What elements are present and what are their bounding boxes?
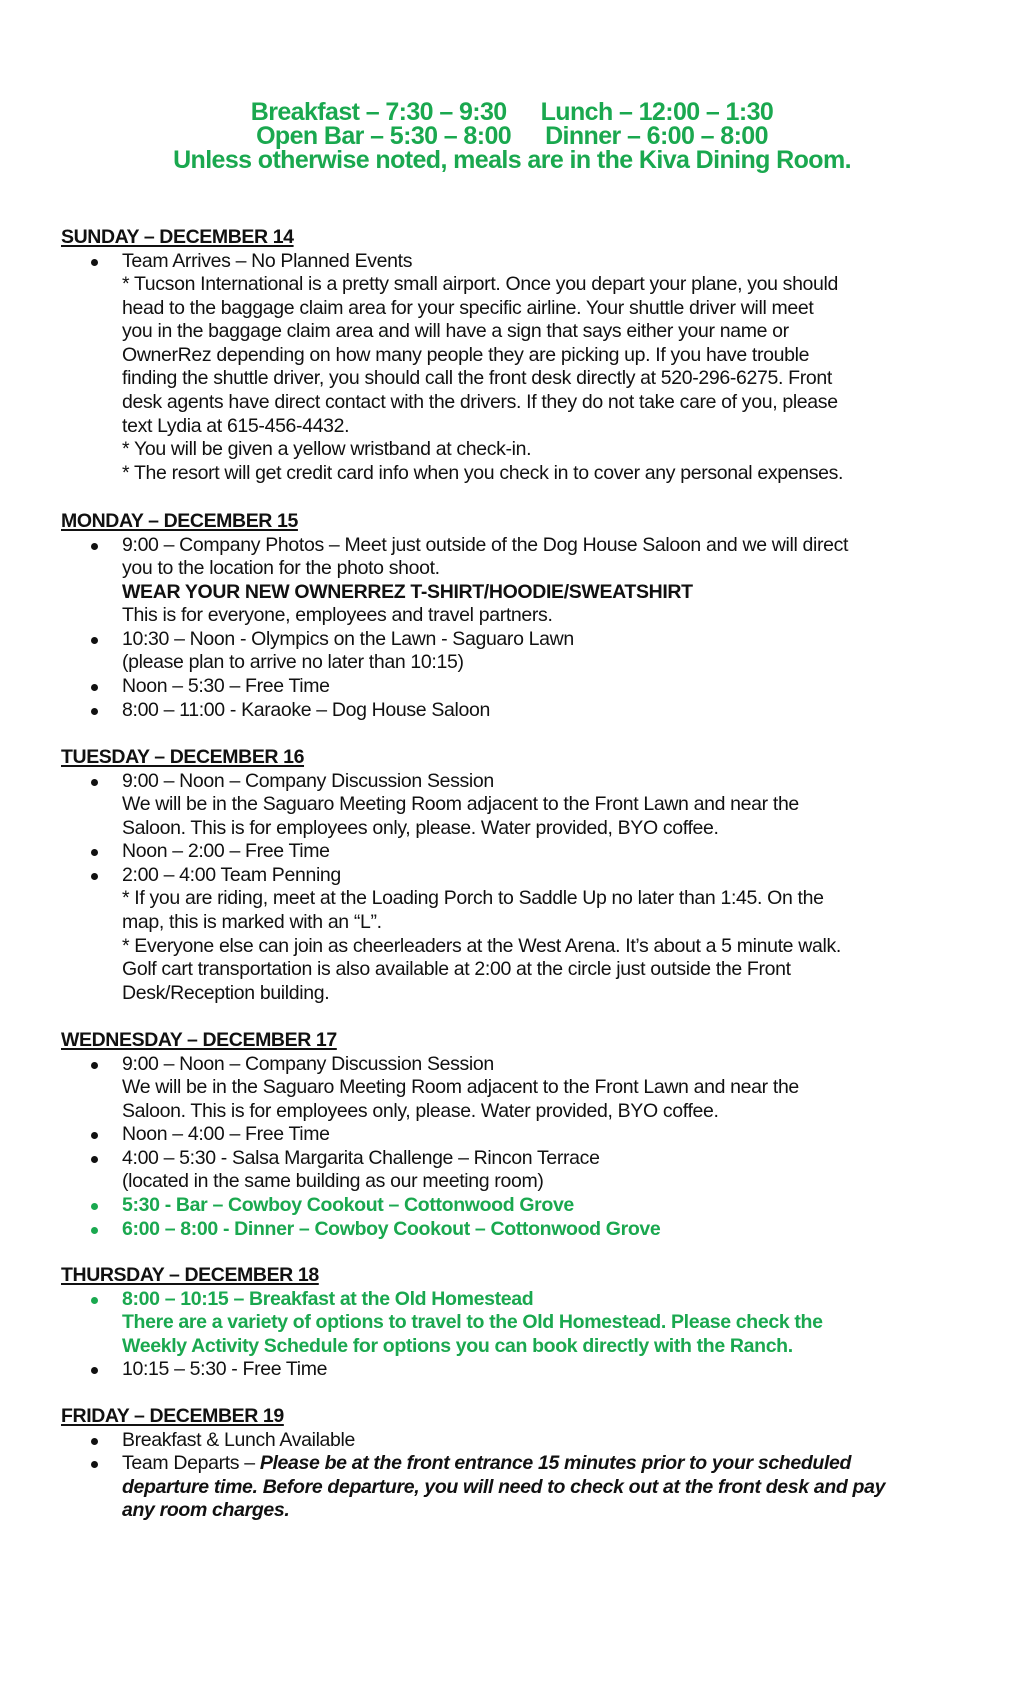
breakfast-time: Breakfast – 7:30 – 9:30	[250, 98, 507, 126]
event-title: Noon – 4:00 – Free Time	[122, 1123, 330, 1146]
event-title: 5:30 - Bar – Cowboy Cookout – Cottonwood Grove	[122, 1194, 574, 1217]
event-title: 6:00 – 8:00 - Dinner – Cowboy Cookout – Cottonwood Grove	[122, 1217, 661, 1240]
lunch-time: Lunch – 12:00 – 1:30	[540, 98, 774, 126]
bullet-icon	[91, 1156, 98, 1163]
event-item	[61, 534, 991, 628]
event-title: 2:00 – 4:00 Team Penning	[122, 863, 341, 886]
event-title-line	[122, 1452, 991, 1476]
event-item	[61, 1358, 991, 1382]
event-note: We will be in the Saguaro Meeting Room adjacent to the Front Lawn and near the	[122, 1076, 799, 1099]
event-item	[61, 1429, 991, 1453]
event-note: * If you are riding, meet at the Loading Porch to Saddle Up no later than 1:45. On the	[122, 887, 824, 910]
event-note: Golf cart transportation is also available at 2:00 at the circle just outside the Front	[122, 958, 791, 981]
event-note: We will be in the Saguaro Meeting Room adjacent to the Front Lawn and near the	[122, 793, 799, 816]
event-title: 8:00 – 11:00 - Karaoke – Dog House Saloon	[122, 698, 490, 721]
day-heading: FRIDAY – DECEMBER 19	[61, 1405, 284, 1427]
event-item	[61, 1053, 991, 1124]
day-heading: SUNDAY – DECEMBER 14	[61, 226, 294, 248]
bullet-icon	[91, 1227, 98, 1234]
event-title: 10:15 – 5:30 - Free Time	[122, 1358, 328, 1381]
event-note: (located in the same building as our meeting room)	[122, 1170, 544, 1193]
header-row-2	[0, 124, 1024, 148]
event-item	[61, 628, 991, 675]
event-note: (please plan to arrive no later than 10:15)	[122, 651, 464, 674]
day-heading: MONDAY – DECEMBER 15	[61, 510, 298, 532]
bullet-icon	[91, 1132, 98, 1139]
event-item	[61, 675, 991, 699]
event-note: * Everyone else can join as cheerleaders at the West Arena. It’s about a 5 minute walk.	[122, 934, 841, 957]
bullet-icon	[91, 1461, 98, 1468]
event-item	[61, 864, 991, 1006]
bullet-icon	[91, 1062, 98, 1069]
event-title: 9:00 – Company Photos – Meet just outside of the Dog House Saloon and we will direct	[122, 533, 849, 556]
event-title: 10:30 – Noon - Olympics on the Lawn - Saguaro Lawn	[122, 627, 574, 650]
event-note: Weekly Activity Schedule for options you can book directly with the Ranch.	[122, 1334, 793, 1357]
day-section-monday	[61, 510, 991, 722]
day-section-wednesday	[61, 1029, 991, 1241]
day-section-sunday	[61, 226, 991, 485]
bullet-icon	[91, 779, 98, 786]
day-section-thursday	[61, 1264, 991, 1382]
event-list	[61, 1288, 991, 1382]
event-item-highlighted	[61, 1194, 991, 1218]
dinner-time: Dinner – 6:00 – 8:00	[545, 122, 768, 150]
event-note: There are a variety of options to travel to the Old Homestead. Please check the	[122, 1311, 823, 1334]
event-title: Team Departs –	[122, 1452, 260, 1475]
event-note: Saloon. This is for employees only, please. Water provided, BYO coffee.	[122, 816, 719, 839]
bullet-icon	[91, 543, 98, 550]
event-note: * Tucson International is a pretty small airport. Once you depart your plane, you should	[122, 273, 839, 296]
event-list	[61, 1429, 991, 1523]
event-note: finding the shuttle driver, you should call the front desk directly at 520-296-6275. Front	[122, 367, 832, 390]
event-note: * You will be given a yellow wristband at check-in.	[122, 438, 532, 461]
event-item	[61, 1452, 991, 1523]
bullet-icon	[91, 684, 98, 691]
day-heading: WEDNESDAY – DECEMBER 17	[61, 1029, 337, 1051]
event-list	[61, 1053, 991, 1242]
event-list	[61, 534, 991, 723]
bullet-icon	[91, 637, 98, 644]
event-title: Breakfast & Lunch Available	[122, 1428, 356, 1451]
departure-instructions: Please be at the front entrance 15 minutes prior to your scheduled	[259, 1452, 852, 1475]
header-row-1	[0, 100, 1024, 124]
departure-instructions: departure time. Before departure, you will need to check out at the front desk and pay	[122, 1475, 886, 1498]
event-title: Team Arrives – No Planned Events	[122, 249, 413, 272]
event-list	[61, 250, 991, 486]
day-section-friday	[61, 1405, 991, 1523]
bullet-icon	[91, 259, 98, 266]
event-title: 8:00 – 10:15 – Breakfast at the Old Homestead	[122, 1287, 534, 1310]
event-note: text Lydia at 615-456-4432.	[122, 414, 350, 437]
event-note: desk agents have direct contact with the drivers. If they do not take care of you, please	[122, 391, 838, 414]
event-note: OwnerRez depending on how many people they are picking up. If you have trouble	[122, 343, 810, 366]
bullet-icon	[91, 1297, 98, 1304]
event-item	[61, 1123, 991, 1147]
event-title: 4:00 – 5:30 - Salsa Margarita Challenge – Rincon Terrace	[122, 1146, 600, 1169]
event-note: This is for everyone, employees and travel partners.	[122, 604, 553, 627]
event-item	[61, 840, 991, 864]
event-note: head to the baggage claim area for your specific airline. Your shuttle driver will meet	[122, 296, 814, 319]
day-heading: TUESDAY – DECEMBER 16	[61, 746, 305, 768]
event-item	[61, 699, 991, 723]
event-note: * The resort will get credit card info when you check in to cover any personal expenses.	[122, 461, 844, 484]
bullet-icon	[91, 1367, 98, 1374]
day-heading: THURSDAY – DECEMBER 18	[61, 1264, 319, 1286]
event-item	[61, 770, 991, 841]
open-bar-time: Open Bar – 5:30 – 8:00	[256, 122, 512, 150]
event-item-highlighted	[61, 1288, 991, 1359]
bullet-icon	[91, 708, 98, 715]
day-section-tuesday	[61, 746, 991, 1005]
dress-code-note: WEAR YOUR NEW OWNERREZ T-SHIRT/HOODIE/SWEATSHIRT	[122, 580, 693, 603]
event-note: Saloon. This is for employees only, please. Water provided, BYO coffee.	[122, 1099, 719, 1122]
event-item	[61, 250, 991, 486]
event-title: Noon – 2:00 – Free Time	[122, 840, 330, 863]
dining-location-note: Unless otherwise noted, meals are in the Kiva Dining Room.	[173, 146, 851, 174]
bullet-icon	[91, 1438, 98, 1445]
event-title: Noon – 5:30 – Free Time	[122, 675, 330, 698]
event-note: you in the baggage claim area and will have a sign that says either your name or	[122, 320, 789, 343]
bullet-icon	[91, 849, 98, 856]
meal-times-header	[0, 100, 1024, 172]
event-note: map, this is marked with an “L”.	[122, 911, 382, 934]
departure-instructions: any room charges.	[122, 1499, 290, 1522]
event-note: you to the location for the photo shoot.	[122, 557, 440, 580]
bullet-icon	[91, 873, 98, 880]
event-item-highlighted	[61, 1218, 991, 1242]
event-note: Desk/Reception building.	[122, 981, 330, 1004]
event-list	[61, 770, 991, 1006]
event-title: 9:00 – Noon – Company Discussion Session	[122, 1052, 494, 1075]
event-item	[61, 1147, 991, 1194]
event-title: 9:00 – Noon – Company Discussion Session	[122, 769, 494, 792]
bullet-icon	[91, 1203, 98, 1210]
